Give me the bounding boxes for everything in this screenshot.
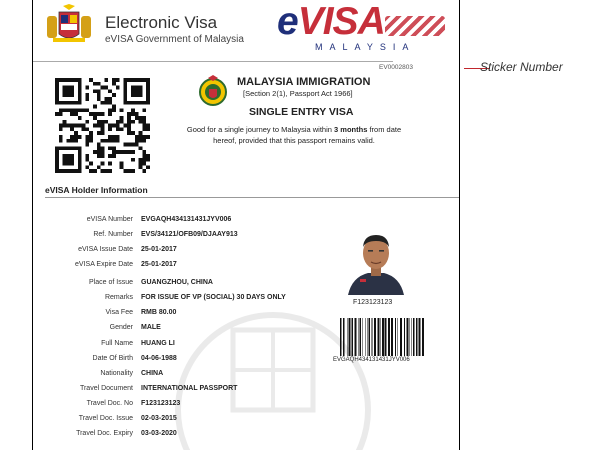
barcode-caption: EVGAQH434131431JYV006	[333, 357, 410, 363]
legal-section: [Section 2(1), Passport Act 1966]	[243, 89, 353, 98]
field-value: 02-03-2015	[141, 415, 177, 422]
field-value: 25-01-2017	[141, 246, 177, 253]
field-value: 03-03-2020	[141, 430, 177, 437]
barcode-icon	[339, 318, 425, 356]
field-value: RMB 80.00	[141, 309, 177, 316]
page-title: Electronic Visa	[105, 13, 218, 32]
field-label: Nationality	[100, 370, 133, 377]
sticker-number-callout: Sticker Number	[480, 60, 563, 74]
document-header	[33, 0, 459, 50]
evisa-document	[32, 0, 460, 450]
field-label: eVISA Issue Date	[78, 246, 133, 253]
field-value: EVS/34121/OFB09/DJAAY913	[141, 231, 238, 238]
field-label: Gender	[109, 324, 133, 331]
logo-country: MALAYSIA	[315, 42, 416, 52]
field-label: Travel Doc. No	[86, 400, 133, 407]
field-label: Place of Issue	[89, 279, 133, 286]
field-value: 25-01-2017	[141, 261, 177, 268]
field-value: EVGAQH434131431JYV006	[141, 216, 232, 223]
evisa-logo	[277, 0, 447, 52]
divider	[45, 197, 459, 198]
field-value: GUANGZHOU, CHINA	[141, 279, 213, 286]
field-label: Date Of Birth	[92, 355, 133, 362]
logo-e: e	[277, 0, 298, 43]
field-label: Travel Doc. Expiry	[76, 430, 133, 437]
watermark-seal	[173, 290, 373, 450]
holder-photo	[346, 225, 406, 295]
validity-prefix: Good for a single journey to Malaysia within	[186, 125, 335, 134]
evisa-logo-text	[277, 0, 385, 44]
qr-code-icon	[55, 78, 150, 173]
field-label: eVISA Expire Date	[75, 261, 133, 268]
field-label: Visa Fee	[105, 309, 133, 316]
validity-statement	[179, 124, 409, 146]
field-value: 04-06-1988	[141, 355, 177, 362]
field-value: HUANG LI	[141, 340, 175, 347]
logo-visa: VISA	[297, 0, 385, 43]
field-label: Remarks	[104, 294, 133, 301]
flag-stripes-graphic	[385, 16, 445, 36]
immigration-crest-icon	[198, 75, 228, 109]
field-label: Travel Document	[79, 385, 133, 392]
field-label: Travel Doc. Issue	[78, 415, 133, 422]
immigration-authority: MALAYSIA IMMIGRATION	[237, 76, 371, 88]
field-label: Full Name	[101, 340, 133, 347]
field-value: INTERNATIONAL PASSPORT	[141, 385, 238, 392]
photo-caption: F123123123	[353, 299, 393, 306]
field-value: CHINA	[141, 370, 164, 377]
holder-section-title: eVISA Holder Information	[45, 185, 148, 195]
field-value: MALE	[141, 324, 161, 331]
field-value: FOR ISSUE OF VP (SOCIAL) 30 DAYS ONLY	[141, 294, 286, 301]
field-label: Ref. Number	[93, 231, 133, 238]
person-photo-icon	[346, 225, 406, 295]
sticker-number: EV0002803	[379, 64, 413, 71]
visa-type: SINGLE ENTRY VISA	[249, 106, 354, 118]
malaysia-coat-of-arms-icon	[45, 4, 93, 44]
field-value: F123123123	[141, 400, 181, 407]
divider	[33, 61, 393, 62]
page-subtitle: eVISA Government of Malaysia	[105, 34, 244, 45]
validity-suffix: from date hereof, provided that this passport remains valid.	[213, 125, 402, 145]
field-label: eVISA Number	[86, 216, 133, 223]
validity-period: 3 months	[334, 125, 368, 134]
